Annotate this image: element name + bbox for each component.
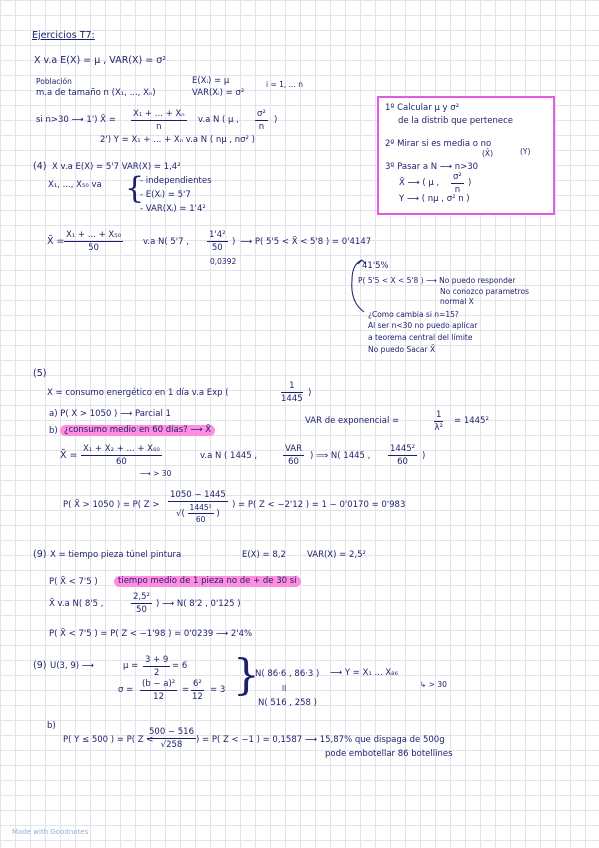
exu-eq: = bbox=[182, 685, 190, 695]
exu-number: (9) bbox=[33, 660, 47, 671]
intro-line-3: si n>30 ⟶ 1') X̄ = bbox=[36, 115, 116, 125]
exu-n2: N( 516 , 258 ) bbox=[258, 698, 317, 708]
exu-line-1: U(3, 9) ⟶ bbox=[50, 661, 94, 671]
exu-b: b) bbox=[47, 721, 56, 731]
ex9-highlight: tiempo medio de 1 pieza no de + de 30 sí bbox=[114, 576, 301, 587]
ex9-dist: X̄ v.a N( 8'5 , bbox=[49, 599, 104, 609]
ex4-bullet-1: - independientes bbox=[140, 176, 212, 186]
exu-n1: N( 86·6 , 86·3 ) bbox=[255, 669, 320, 679]
exu-y: ⟶ Y = X₁ ... X₈₆ bbox=[330, 668, 398, 678]
step-3-y: Y ⟶ ( nμ , σ² n ) bbox=[399, 194, 470, 204]
exu-mu-value: = 6 bbox=[172, 661, 188, 671]
ex5-b-label: b) bbox=[49, 426, 58, 436]
step-2-xbar: (X̄) bbox=[482, 149, 493, 158]
ex5-close: ) bbox=[308, 388, 312, 398]
ex4-line-2: X₁, ..., X₅₀ va bbox=[48, 180, 102, 190]
ex9-dist-end: ) ⟶ N( 8'2 , 0'125 ) bbox=[156, 599, 241, 609]
ex5-var60-fraction: VAR 60 bbox=[285, 444, 302, 467]
ex5-normal: v.a N ( 1445 , bbox=[200, 451, 258, 461]
intro-line-2: m.a de tamaño n (X₁, ..., Xₙ) bbox=[36, 88, 156, 98]
exu-prob: P( Y ≤ 500 ) = P( Z < bbox=[63, 735, 154, 745]
step-3: 3º Pasar a N ⟶ n>30 bbox=[385, 162, 479, 172]
ex4-note-3: normal X bbox=[440, 297, 474, 306]
ex4-bullet-2: - E(Xᵢ) = 5'7 bbox=[140, 190, 191, 200]
ex4-xbar-fraction: $\frac{\text{X₁ + ... + X₅₀}}{50}$ bbox=[66, 230, 122, 253]
intro-range: i = 1, ... n bbox=[266, 80, 303, 89]
ex4-note-2: No conozco parametros bbox=[440, 287, 529, 296]
exu-brace: } bbox=[233, 650, 260, 699]
ex4-variance-value: 0,0392 bbox=[210, 257, 237, 266]
ex5-xbar-fraction: $\frac{\text{X₁ + X₂ + ... + X₆₀}}{60}$ bbox=[83, 444, 160, 467]
ex4-variance-fraction: $\frac{\text{1'4²}}{50}$ bbox=[209, 230, 226, 253]
ex5-var-exp: VAR de exponencial = bbox=[305, 416, 400, 426]
exu-mu: μ = bbox=[123, 661, 139, 671]
ex4-note-1: P( 5'5 < X < 5'8 ) ⟶ No puedo responder bbox=[358, 276, 516, 285]
step-3-fraction: $\frac{\text{σ²}}{n}$ bbox=[453, 172, 462, 195]
step-2-y: (Y) bbox=[520, 147, 531, 156]
ex9-number: (9) bbox=[33, 549, 47, 560]
ex5-gt30: ⟶ > 30 bbox=[140, 469, 172, 478]
ex4-note-4: ¿Como cambia si n=15? bbox=[368, 310, 459, 319]
ex4-probability: ⟶ P( 5'5 < X̄ < 5'8 ) = 0'4147 bbox=[240, 237, 372, 247]
ex4-curve-arrow bbox=[340, 250, 370, 330]
ex9-var-fraction: $\frac{\text{2,5²}}{50}$ bbox=[133, 592, 150, 615]
step-2: 2º Mirar si es media o no bbox=[385, 139, 492, 149]
ex4-bullet-3: - VAR(Xᵢ) = 1'4² bbox=[140, 204, 206, 214]
exu-sigma-fraction-2: $\frac{\text{6²}}{12}$ bbox=[192, 679, 203, 702]
ex5-z-fraction: 1050 − 1445 √( $\frac{\text{1445²}}{60}$ ) bbox=[170, 490, 226, 524]
ex4-percent: 41'5% bbox=[362, 261, 389, 271]
ex4-close: ) bbox=[232, 237, 236, 247]
intro-exi: E(Xᵢ) = μ bbox=[192, 76, 230, 86]
ex4-xbar: X̄ = bbox=[47, 236, 65, 247]
ex4-note-5: Al ser n<30 no puedo aplicar bbox=[368, 321, 478, 330]
exu-sigma-value: = 3 bbox=[210, 685, 226, 695]
exu-equals: ll bbox=[282, 684, 287, 693]
exu-sigma-fraction: $\frac{\text{(b − a)²}}{12}$ bbox=[142, 679, 176, 702]
exu-mu-fraction: $\frac{3 + 9}{2}$ bbox=[145, 655, 169, 678]
ex5-xbar: X̄ = bbox=[60, 450, 78, 461]
ex5-rate-fraction: $\frac{1}{1445}$ bbox=[281, 381, 303, 404]
exu-result-2: pode embotellar 86 botellines bbox=[325, 749, 453, 759]
intro-poblacion: Población bbox=[36, 77, 72, 86]
step-3-close: ) bbox=[468, 178, 472, 188]
ex5-var-value: = 1445² bbox=[454, 416, 489, 426]
footer-brand: Made with Goodnotes bbox=[12, 828, 89, 836]
ex4-note-7: No puedo Sacar X̄ bbox=[368, 345, 436, 354]
ex5-close-2: ) bbox=[422, 451, 426, 461]
ex5-a: a) P( X > 1050 ) ⟶ Parcial 1 bbox=[49, 409, 171, 419]
ex9-result: P( X̄ < 7'5 ) = P( Z < −1'98 ) = 0'0239 ⟶ 2'4% bbox=[49, 629, 253, 639]
ex5-1445-fraction: $\frac{\text{1445²}}{60}$ bbox=[390, 444, 416, 467]
intro-xbar-fraction: $\frac{\text{X₁ + ... + Xₙ}}{n}$ bbox=[133, 109, 185, 132]
page-title: Ejercicios T7: bbox=[32, 30, 95, 41]
ex9-line-1: X = tiempo pieza túnel pintura bbox=[50, 550, 182, 560]
ex5-probability: P( X̄ > 1050 ) = P( Z > bbox=[63, 500, 160, 510]
ex4-line-1: X v.a E(X) = 5'7 VAR(X) = 1,4² bbox=[52, 162, 181, 172]
ex5-result: ) = P( Z < −2'12 ) = 1 − 0'0170 = 0'983 bbox=[232, 500, 406, 510]
ex4-note-6: a teorema central del límite bbox=[368, 333, 473, 342]
step-3-xbar: X̄ ⟶ ( μ , bbox=[399, 178, 440, 188]
exu-result: ) = P( Z < −1 ) = 0,1587 ⟶ 15,87% que dispaga de 500g bbox=[196, 735, 445, 745]
exu-z-fraction: $\frac{500 - 516}{√258}$ bbox=[149, 727, 194, 750]
step-1: 1º Calcular μ y σ² bbox=[385, 103, 460, 113]
ex9-expect: E(X) = 8,2 bbox=[242, 550, 286, 560]
intro-line-1: X v.a E(X) = μ , VAR(X) = σ² bbox=[34, 55, 167, 66]
ex4-brace: { bbox=[125, 171, 145, 206]
intro-normal: v.a N ( μ , bbox=[198, 115, 239, 125]
ex4-number: (4) bbox=[33, 161, 47, 172]
exu-gt30: ↳ > 30 bbox=[420, 680, 447, 689]
intro-line-4: 2') Y = X₁ + ... + Xₙ v.a N ( nμ , nσ² ) bbox=[100, 135, 255, 145]
ex5-line-1: X = consumo energético en 1 día v.a Exp ( bbox=[47, 388, 229, 398]
intro-varxi: VAR(Xᵢ) = σ² bbox=[192, 88, 245, 98]
ex9-prob: P( X̄ < 7'5 ) bbox=[49, 577, 98, 587]
intro-variance-fraction: $\frac{\text{σ²}}{n}$ bbox=[257, 109, 266, 132]
ex5-b-highlight: ¿consumo medio en 60 días? ⟶ X̄ bbox=[60, 425, 215, 436]
exu-sigma: σ = bbox=[118, 685, 134, 695]
ex5-normal-2: ) ⟹ N( 1445 , bbox=[310, 451, 371, 461]
step-1b: de la distrib que pertenece bbox=[398, 116, 513, 126]
ex5-var-fraction: $\frac{1}{\text{λ²}}$ bbox=[434, 410, 443, 433]
intro-close-paren: ) bbox=[274, 115, 278, 125]
ex9-var: VAR(X) = 2,5² bbox=[307, 550, 366, 560]
ex4-normal: v.a N( 5'7 , bbox=[143, 237, 189, 247]
ex5-number: (5) bbox=[33, 368, 47, 379]
